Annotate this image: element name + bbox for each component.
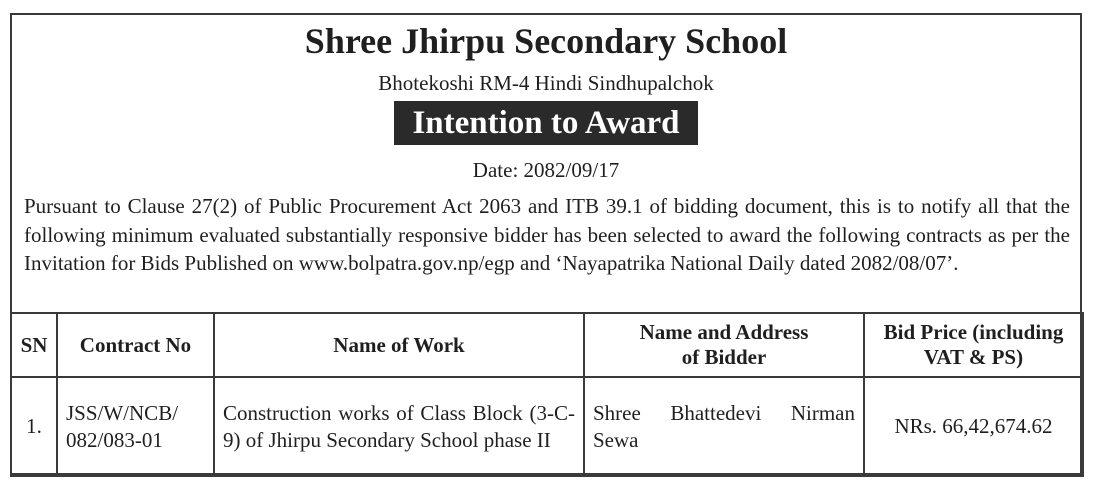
- award-notice: [10, 13, 1082, 475]
- award-table: [10, 312, 1084, 477]
- cell-bid-price: NRs. 66,42,674.62: [864, 377, 1083, 476]
- school-address: Bhotekoshi RM-4 Hindi Sindhupalchok: [378, 71, 714, 95]
- table-header-row: [11, 313, 1083, 377]
- header-bidder: Name and Address of Bidder: [584, 313, 864, 377]
- header-name-of-work: Name of Work: [214, 313, 584, 377]
- cell-name-of-work: Construction works of Class Block (3-C-9) of Jhirpu Secondary School phase II: [214, 377, 584, 476]
- notice-heading: Intention to Award: [394, 101, 697, 145]
- heading-banner: [12, 101, 1080, 145]
- school-name: Shree Jhirpu Secondary School: [304, 21, 788, 61]
- cell-sn: 1.: [11, 377, 57, 476]
- cell-contract-no: JSS/W/NCB/ 082/083-01: [57, 377, 214, 476]
- notice-body: Pursuant to Clause 27(2) of Public Procurement Act 2063 and ITB 39.1 of bidding document, this is to notify all that the following minimum evaluated substantially responsive bidder has been selected to award the following contracts as per the Invitation for Bids Published on www.bolpatra.gov.np/egp and ‘Nayapatrika National Daily dated 2082/08/07’.: [24, 194, 1070, 275]
- header-bid-price: Bid Price (including VAT & PS): [864, 313, 1083, 377]
- notice-date: Date: 2082/09/17: [472, 158, 620, 182]
- cell-bidder: Shree Bhattedevi Nirman Sewa: [584, 377, 864, 476]
- header-sn: SN: [11, 313, 57, 377]
- table-row: [11, 377, 1083, 476]
- header-contract-no: Contract No: [57, 313, 214, 377]
